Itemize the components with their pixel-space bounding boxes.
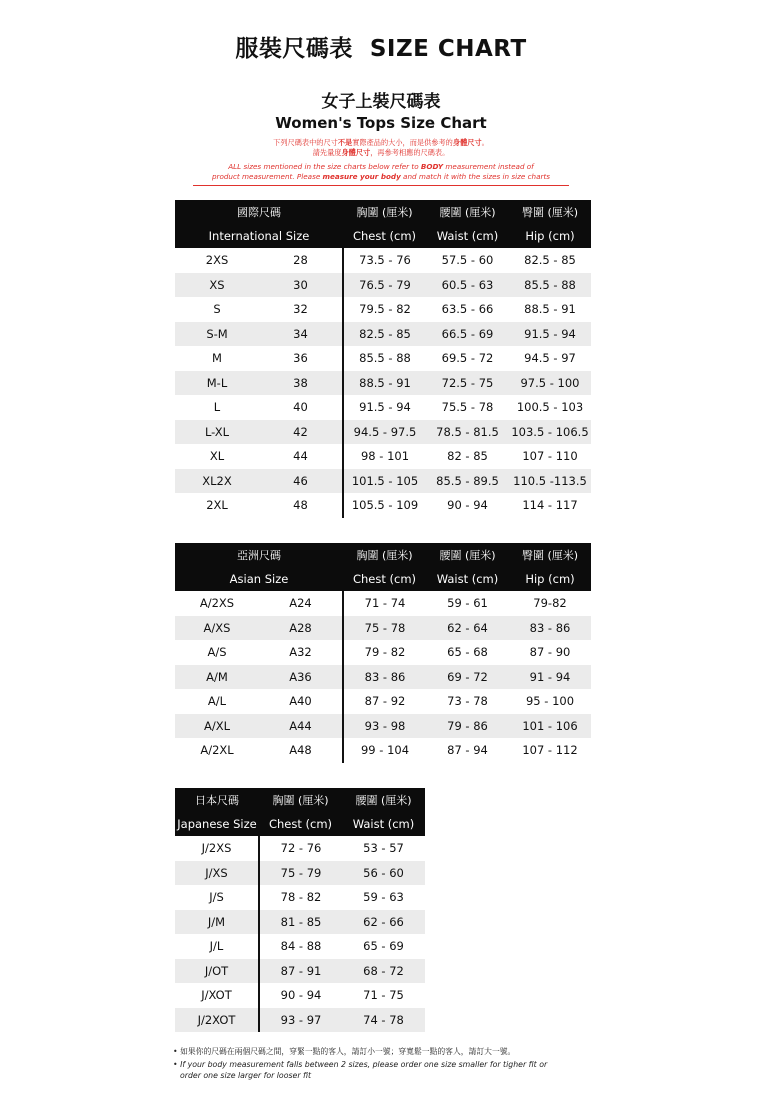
table-cell: 99 - 104 (360, 743, 410, 758)
table-row (175, 420, 591, 445)
table-cell: 93 - 98 (364, 718, 406, 733)
table-cell: 105.5 - 109 (351, 498, 419, 513)
table-cell: 42 (259, 420, 343, 445)
table-cell: 85.5 - 88 (524, 277, 576, 292)
table-row (175, 983, 425, 1008)
table-cell: 75 - 79 (280, 865, 322, 880)
table-row (175, 444, 591, 469)
table-cell: 101.5 - 105 (351, 473, 419, 488)
note-cn-line-1: 下列尺碼表中的尺寸不是實際產品的大小，而是供參考的身體尺寸。 (273, 138, 489, 147)
table-cell: 40 (259, 395, 343, 420)
table-cell: 57.5 - 60 (441, 253, 494, 268)
table-cell: A/L (207, 694, 227, 709)
table-cell: S-M (206, 326, 228, 341)
table-cell: 63.5 - 66 (441, 302, 494, 317)
note-en-line-2: product measurement. Please measure your body and match it with the sizes in size charts (211, 172, 551, 181)
table-cell: 85.5 - 88 (359, 351, 411, 366)
table-row (175, 665, 591, 690)
title-chinese: 服裝尺碼表 (235, 36, 353, 62)
international-size-table (175, 200, 592, 518)
table-cell: J/XS (175, 861, 259, 886)
table-cell: 82.5 - 85 (524, 253, 576, 268)
header-chest-en: Chest (cm) (352, 229, 417, 243)
table-cell: 78.5 - 81.5 (436, 424, 499, 439)
table-cell: 88.5 - 91 (524, 302, 576, 317)
table-cell: 87 - 91 (280, 963, 322, 978)
table-row (175, 738, 591, 763)
table-cell: 75 - 78 (364, 620, 406, 635)
table-cell: J/2XS (175, 836, 259, 861)
header-size-cn: 亞洲尺碼 (237, 549, 281, 562)
table-cell: 98 - 101 (360, 449, 410, 464)
table-cell: 60.5 - 63 (441, 277, 494, 292)
header-size-en: Asian Size (229, 572, 289, 586)
table-cell: M (212, 351, 222, 366)
table-row (175, 322, 591, 347)
title-english: SIZE CHART (369, 36, 527, 62)
table-cell: 34 (259, 322, 343, 347)
table-cell: 84 - 88 (280, 939, 322, 954)
table-cell: 101 - 106 (522, 718, 578, 733)
table-cell: 85.5 - 89.5 (436, 473, 499, 488)
table-row (175, 689, 591, 714)
page-title (0, 30, 762, 63)
table-row (175, 395, 591, 420)
table-cell: A/M (206, 669, 228, 684)
table-cell: 36 (259, 346, 343, 371)
table-row (175, 959, 425, 984)
table-cell: A24 (259, 591, 343, 616)
table-row (175, 616, 591, 641)
table-cell: 79 - 86 (447, 718, 488, 733)
table-row (175, 591, 591, 616)
table-cell: 94.5 - 97 (524, 351, 576, 366)
table-cell: J/S (175, 885, 259, 910)
header-chest-cn: 胸圍 (厘米) (272, 794, 329, 807)
table-cell: 100.5 - 103 (516, 400, 584, 415)
footnote-cn: • 如果你的尺碼在兩個尺碼之間，穿緊一點的客人，請訂小一號；穿寬鬆一點的客人，請訂大一號。 (173, 1047, 516, 1056)
table-cell: A32 (259, 640, 343, 665)
table-cell: A/XS (203, 620, 231, 635)
header-size-en: Japanese Size (177, 817, 257, 831)
table-cell: A/S (207, 645, 227, 660)
table-cell: 2XS (205, 253, 229, 268)
table-cell: M-L (206, 375, 228, 390)
table-cell: A44 (259, 714, 343, 739)
table-cell: 90 - 94 (280, 988, 322, 1003)
table-cell: 94.5 - 97.5 (353, 424, 417, 439)
table-row (175, 885, 425, 910)
table-row (175, 714, 591, 739)
table-cell: 91 - 94 (529, 669, 571, 684)
table-cell: 87 - 94 (447, 743, 488, 758)
table-cell: 90 - 94 (447, 498, 488, 513)
table-cell: A28 (259, 616, 343, 641)
table-cell: 82 - 85 (447, 449, 488, 464)
table-cell: J/XOT (175, 983, 259, 1008)
table-cell: 46 (259, 469, 343, 494)
header-waist-cn: 腰圍 (厘米) (439, 206, 496, 219)
header-waist-en: Waist (cm) (352, 817, 415, 831)
table-cell: 69 - 72 (447, 669, 488, 684)
header-size-cn: 日本尺碼 (195, 794, 239, 807)
table-cell: 59 - 61 (447, 596, 488, 611)
table-row (175, 1008, 425, 1033)
table-row (175, 640, 591, 665)
red-divider (193, 185, 569, 186)
table-cell: 65 - 68 (447, 645, 488, 660)
table-row (175, 469, 591, 494)
footnote-en-2: order one size larger for looser fit (180, 1071, 312, 1080)
table-cell: A36 (259, 665, 343, 690)
table-cell: 73 - 78 (447, 694, 488, 709)
note-cn-line-2: 請先量度身體尺寸，再參考相應的尺碼表。 (312, 148, 450, 157)
table-cell: 97.5 - 100 (520, 375, 580, 390)
table-cell: L (213, 400, 221, 415)
header-waist-cn: 腰圍 (厘米) (355, 794, 412, 807)
table-cell: L-XL (204, 424, 230, 439)
table-cell: 87 - 90 (529, 645, 571, 660)
table-cell: 81 - 85 (280, 914, 322, 929)
table-cell: 44 (259, 444, 343, 469)
table-cell: 69.5 - 72 (441, 351, 494, 366)
table-cell: XL2X (202, 473, 232, 488)
table-cell: 71 - 75 (363, 988, 404, 1003)
table-row (175, 836, 425, 861)
table-cell: 91.5 - 94 (524, 326, 576, 341)
header-size-cn: 國際尺碼 (237, 206, 281, 219)
table-cell: A/XL (203, 718, 231, 733)
table-cell: 83 - 86 (529, 620, 571, 635)
table-cell: 107 - 110 (522, 449, 578, 464)
table-cell: 65 - 69 (363, 939, 404, 954)
table-cell: 66.5 - 69 (441, 326, 494, 341)
table-cell: 95 - 100 (525, 694, 575, 709)
table-row (175, 297, 591, 322)
subtitle-english: Women's Tops Size Chart (275, 114, 487, 132)
header-chest-cn: 胸圍 (厘米) (356, 549, 413, 562)
header-chest-cn: 胸圍 (厘米) (356, 206, 413, 219)
header-waist-en: Waist (cm) (436, 229, 499, 243)
table-cell: 68 - 72 (363, 963, 404, 978)
table-cell: 75.5 - 78 (441, 400, 494, 415)
table-cell: 72.5 - 75 (441, 375, 494, 390)
footnote-en-1: • If your body measurement falls between 2 sizes, please order one size smaller for tigher fit or (173, 1060, 548, 1069)
note-en-line-1: ALL sizes mentioned in the size charts below refer to BODY measurement instead of (228, 162, 534, 171)
table-cell: 59 - 63 (363, 890, 404, 905)
table-row (175, 248, 591, 273)
table-cell: 107 - 112 (522, 743, 578, 758)
table-cell: A48 (259, 738, 343, 763)
header-hip-cn: 臀圍 (厘米) (521, 206, 579, 219)
table-cell: 38 (259, 371, 343, 396)
table-cell: 114 - 117 (522, 498, 578, 513)
table-cell: J/2XOT (175, 1008, 259, 1033)
table-cell: 74 - 78 (363, 1012, 404, 1027)
table-cell: 91.5 - 94 (359, 400, 411, 415)
table-cell: 48 (259, 493, 343, 518)
table-cell: 2XL (206, 498, 228, 513)
table-row (175, 346, 591, 371)
table-cell: 53 - 57 (363, 841, 404, 856)
header-hip-cn: 臀圍 (厘米) (521, 549, 579, 562)
table-cell: 62 - 64 (447, 620, 488, 635)
header-waist-cn: 腰圍 (厘米) (439, 549, 496, 562)
table-cell: 79-82 (533, 596, 567, 611)
table-cell: 93 - 97 (280, 1012, 322, 1027)
table-cell: 88.5 - 91 (359, 375, 411, 390)
table-cell: J/L (175, 934, 259, 959)
table-cell: 71 - 74 (364, 596, 406, 611)
table-row (175, 934, 425, 959)
table-cell: 87 - 92 (364, 694, 406, 709)
table-row (175, 273, 591, 298)
header-size-en: International Size (208, 229, 310, 243)
table-cell: 76.5 - 79 (359, 277, 411, 292)
header-chest-en: Chest (cm) (268, 817, 333, 831)
table-cell: 72 - 76 (280, 841, 322, 856)
table-cell: 110.5 -113.5 (513, 473, 587, 488)
table-cell: A/2XS (199, 596, 235, 611)
table-cell: 82.5 - 85 (359, 326, 411, 341)
header-chest-en: Chest (cm) (352, 572, 417, 586)
table-cell: A40 (259, 689, 343, 714)
table-cell: XL (209, 449, 225, 464)
subtitle-chinese: 女子上裝尺碼表 (321, 92, 441, 112)
table-cell: 56 - 60 (363, 865, 404, 880)
header-hip-en: Hip (cm) (525, 229, 575, 243)
table-cell: A/2XL (200, 743, 234, 758)
header-hip-en: Hip (cm) (525, 572, 575, 586)
table-cell: 79.5 - 82 (359, 302, 411, 317)
table-row (175, 493, 591, 518)
table-cell: 83 - 86 (364, 669, 406, 684)
header-waist-en: Waist (cm) (436, 572, 499, 586)
table-cell: 73.5 - 76 (359, 253, 411, 268)
table-cell: J/OT (175, 959, 259, 984)
table-row (175, 861, 425, 886)
table-row (175, 910, 425, 935)
table-cell: 32 (259, 297, 343, 322)
table-cell: 30 (259, 273, 343, 298)
japanese-size-table (175, 788, 426, 1032)
asian-size-table (175, 543, 592, 763)
table-cell: 62 - 66 (363, 914, 404, 929)
table-cell: 79 - 82 (364, 645, 406, 660)
table-cell: 103.5 - 106.5 (511, 424, 589, 439)
table-cell: 28 (259, 248, 343, 273)
table-cell: S (213, 302, 221, 317)
table-cell: J/M (175, 910, 259, 935)
table-row (175, 371, 591, 396)
table-cell: 78 - 82 (280, 890, 322, 905)
table-cell: XS (209, 277, 225, 292)
